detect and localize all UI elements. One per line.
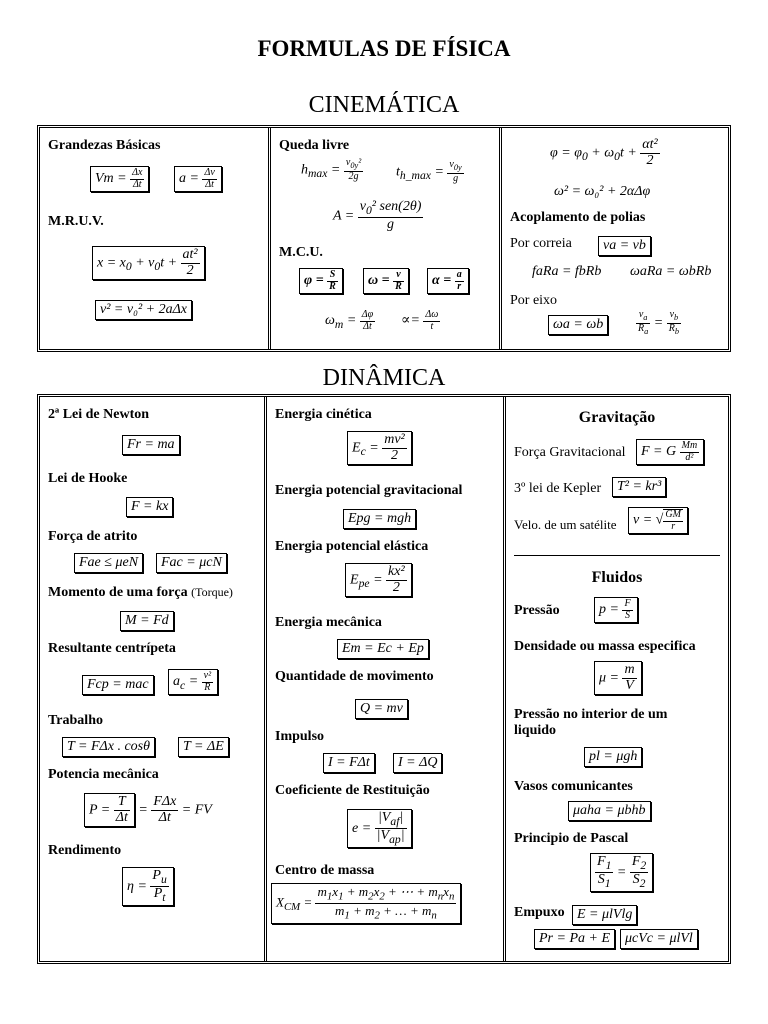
fg-formula: F = G $\frac{Mm}{\text{d²}}$: [636, 439, 704, 465]
fluidos-heading: Fluidos: [591, 569, 643, 586]
atrito-heading: Força de atrito: [48, 529, 138, 544]
va-vb-formula: va = vb: [598, 236, 651, 256]
v-over-r-formula: $\frac{v_a}{R_a}$ = $\frac{v_b}{R_b}$: [638, 309, 680, 336]
kepler-formula: T² = kr³: [612, 477, 666, 497]
densidade-heading: Densidade ou massa especifica: [514, 639, 696, 654]
q-heading: Quantidade de movimento: [275, 669, 434, 684]
impulso-heading: Impulso: [275, 729, 325, 744]
empuxo-formula: E = μlVlg: [572, 905, 637, 925]
epe-formula: $E_{pe}$ = $\frac{\text{kx²}}{2}$: [345, 563, 412, 597]
pressao-formula: p = $\frac{F}{S}$: [594, 597, 638, 623]
queda-livre-heading: Queda livre: [279, 138, 350, 153]
epg-formula: Epg = mgh: [343, 509, 416, 529]
velo-label: Velo. de um satélite: [514, 517, 617, 532]
position-formula: $x = x_0 + v_0t$ + $\frac{\text{at²}}{2}$: [92, 246, 205, 280]
centripeta-heading: Resultante centrípeta: [48, 641, 176, 656]
q-formula: Q = mv: [355, 699, 408, 719]
hooke-heading: Lei de Hooke: [48, 471, 128, 486]
cinematica-title: CINEMÁTICA: [308, 92, 460, 118]
newton-formula: Fr = ma: [122, 435, 180, 455]
rendimento-heading: Rendimento: [48, 843, 122, 858]
pressao-liquido-formula: pl = μgh: [584, 747, 642, 767]
vasos-formula: μaha = μbhb: [568, 801, 651, 821]
potencia-formula: P = $\frac{T}{\Delta t}$ = FΔx Δt = FV: [84, 793, 212, 827]
cinematica-col-1: [40, 128, 268, 349]
kepler-label: 3º lei de Kepler: [514, 481, 602, 496]
equilibrio-formula: μcVc = μlVl: [620, 929, 698, 949]
cm-heading: Centro de massa: [275, 863, 375, 878]
momento-heading-text: Momento de uma força: [48, 585, 188, 600]
polias-heading: Acoplamento de polias: [510, 210, 646, 225]
th-max-formula: $t_{h\_max}$ = $\frac{v_{0y}}{g}$: [396, 159, 462, 184]
freq-radius-formula: faRa = fbRb: [532, 264, 602, 279]
trabalho-formula-1: T = FΔx . cosθ: [62, 737, 155, 757]
epe-heading: Energia potencial elástica: [275, 539, 429, 554]
torque-note: (Torque): [191, 585, 233, 599]
newton-heading: 2ª Lei de Newton: [48, 407, 150, 422]
dinamica-col-3: [506, 397, 728, 961]
alpha-formula: α = $\frac{a}{r}$: [427, 268, 469, 294]
cm-formula: $X_{CM}$ = $m_1x_1 + m_2x_2$ + ⋯ + $m_nx_n$ $m_1 + m_2$ + … + $m_n$: [271, 883, 461, 924]
fg-label: Força Gravitacional: [514, 445, 626, 460]
pressao-liquido-heading: Pressão no interior de um liquido: [514, 707, 668, 738]
mruv-heading: M.R.U.V.: [48, 214, 104, 229]
range-formula: A = $v_0^2$ sen(2θ) g: [333, 199, 422, 233]
ec-heading: Energia cinética: [275, 407, 372, 422]
trabalho-heading: Trabalho: [48, 713, 103, 728]
pressao-heading: Pressão: [514, 603, 560, 618]
mcu-heading: M.C.U.: [279, 245, 323, 260]
pascal-heading: Principio de Pascal: [514, 831, 629, 846]
cinematica-panel: [37, 125, 731, 352]
rendimento-formula: η = $\frac{P_u}{P_t}$: [122, 867, 174, 906]
gravitacao-fluidos-divider: [514, 555, 720, 556]
grandezas-basicas-heading: Grandezas Básicas: [48, 138, 161, 153]
momento-formula: M = Fd: [120, 611, 174, 631]
peso-real-formula: Pr = Pa + E: [534, 929, 615, 949]
fcp-formula: Fcp = mac: [82, 675, 154, 695]
alpha-m-formula: ∝= $\frac{\Delta\omega}{t}$: [401, 309, 439, 332]
omega-m-formula: $\omega_m$ = $\frac{\Delta\varphi}{\Delta t}$: [325, 309, 374, 332]
omega-formula: ω = $\frac{v}{R}$: [363, 268, 409, 294]
acceleration-formula: a = $\frac{\Delta v}{\Delta t}$: [174, 166, 222, 192]
ec-formula: $E_c$ = $\frac{\text{mv²}}{2}$: [347, 431, 412, 465]
vm-formula: Vm = $\frac{\Delta x}{\Delta t}$: [90, 166, 149, 192]
momento-heading: [48, 585, 233, 601]
velo-formula: v = √ $\frac{GM}{r}$: [628, 507, 688, 534]
dinamica-col-2: [267, 397, 503, 961]
gravitacao-heading: Gravitação: [578, 409, 656, 426]
potencia-heading: Potencia mecânica: [48, 767, 159, 782]
epg-heading: Energia potencial gravitacional: [275, 483, 463, 498]
empuxo-heading: Empuxo: [514, 905, 565, 920]
pascal-formula: $\frac{F_1}{S_1}$ = $\frac{F_2}{S_2}$: [590, 853, 653, 892]
dinamica-col-1: [40, 397, 264, 961]
por-correia-label: Por correia: [510, 236, 572, 251]
atrito-cinetico-formula: Fac = μcN: [156, 553, 227, 573]
vasos-heading: Vasos comunicantes: [514, 779, 633, 794]
omega-radius-formula: ωaRa = ωbRb: [630, 264, 712, 279]
restituicao-formula: e = $|V_{af}|$ $|V_{ap}|$: [347, 809, 412, 848]
atrito-estatico-formula: Fae ≤ μeN: [74, 553, 143, 573]
densidade-formula: μ = $\frac{m}{V}$: [594, 661, 642, 695]
phi-formula: φ = $\frac{S}{R}$: [299, 268, 343, 294]
hmax-formula: $h_{max}$ = $\frac{v_{0y}^2}{2g}$: [301, 157, 362, 182]
dinamica-panel: [37, 394, 731, 964]
hooke-formula: F = kx: [126, 497, 173, 517]
cinematica-col-2: [271, 128, 499, 349]
ac-formula: $a_c$ = $\frac{\text{v²}}{R}$: [168, 669, 218, 695]
restituicao-heading: Coeficiente de Restituição: [275, 783, 430, 798]
trabalho-formula-2: T = ΔE: [178, 737, 229, 757]
em-formula: Em = Ec + Ep: [337, 639, 429, 659]
dinamica-title: DINÂMICA: [322, 365, 446, 391]
impulso-formula-1: I = FΔt: [323, 753, 375, 773]
impulso-formula-2: I = ΔQ: [393, 753, 442, 773]
wa-wb-formula: ωa = ωb: [548, 315, 608, 335]
em-heading: Energia mecânica: [275, 615, 382, 630]
phi-equation: $\varphi = \varphi_0 + \omega_0t$ + $\frac{\text{αt²}}{2}$: [550, 137, 658, 168]
cinematica-col-3: [502, 128, 728, 349]
page-title: FORMULAS DE FÍSICA: [257, 36, 511, 61]
torricelli-formula: v² = v₀² + 2aΔx: [95, 300, 192, 320]
omega-equation: ω² = ω₀² + 2αΔφ: [554, 184, 651, 199]
por-eixo-label: Por eixo: [510, 293, 558, 308]
